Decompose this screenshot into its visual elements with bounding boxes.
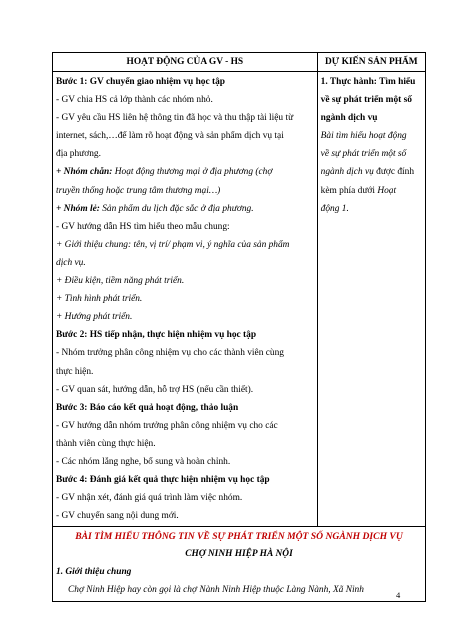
activity-line: - GV hướng dẫn HS tìm hiểu theo mẫu chung: [56,221,230,232]
intro-heading: 1. Giới thiệu chung [56,567,132,578]
product-line: Bài tìm hiểu hoạt động [320,131,407,142]
product-line: về sự phát triển một số [320,149,407,160]
activity-line [56,163,314,181]
info-section-cell [53,527,426,601]
table-header-row [53,53,426,72]
table-content-row [53,72,426,527]
product-line: ngành dịch vụ [320,113,378,124]
section-title-line-1: BÀI TÌM HIỂU THÔNG TIN VỀ SỰ PHÁT TRIỂN MỘT SỐ NGÀNH DỊCH VỤ [75,531,403,543]
activity-line: + Giới thiệu chung: tên, vị trí/ phạm vi, ý nghĩa của sản phẩm [56,239,290,250]
activity-line: - GV quan sát, hướng dẫn, hỗ trợ HS (nếu cần thiết). [56,384,254,395]
product-line-part: kèm phía dưới [320,185,378,196]
group-label: + Nhóm lẻ: [56,203,100,214]
section-title-line-2: CHỢ NINH HIỆP HÀ NỘI [185,549,293,560]
activity-line: - Các nhóm lắng nghe, bổ sung và hoàn chỉnh. [56,456,231,467]
product-line: động 1. [320,203,349,214]
activity-line: + Hướng phát triển. [56,312,133,323]
activity-line: Bước 4: Đánh giá kết quả thực hiện nhiệm vụ học tập [56,475,270,486]
header-activities: HOẠT ĐỘNG CỦA GV - HS [53,53,318,72]
activity-line: - GV chuyển sang nội dung mới. [56,511,179,522]
activity-line: - GV yêu cầu HS liên hệ thông tin đã học và thu thập tài liệu từ [56,113,294,124]
header-expected-products: DỰ KIẾN SẢN PHẨM [317,53,425,72]
activity-line: - GV chia HS cả lớp thành các nhóm nhỏ. [56,95,213,106]
activity-line: dịch vụ. [56,257,86,268]
activity-line: Bước 3: Báo cáo kết quả hoạt động, thảo luận [56,402,239,413]
activity-line [56,200,314,218]
product-line-part: được đính [376,167,415,178]
activity-line: - GV hướng dẫn nhóm trưởng phân công nhiệm vụ cho các [56,420,278,431]
activity-line: truyền thống hoặc trung tâm thương mại…) [56,185,221,196]
activity-line: Bước 1: GV chuyển giao nhiệm vụ học tập [56,77,225,87]
product-line-part: ngành dịch vụ [320,167,377,178]
product-line: 1. Thực hành: Tìm hiểu [320,77,416,87]
product-line [321,182,422,200]
activity-line: - GV nhận xét, đánh giá quá trình làm việc nhóm. [56,493,243,504]
group-label: + Nhóm chẵn: [56,167,113,178]
product-line [321,163,422,181]
activities-cell [53,72,318,527]
products-cell [317,72,425,527]
activity-line: Bước 2: HS tiếp nhận, thực hiện nhiệm vụ học tập [56,330,257,341]
activity-line: + Tình hình phát triển. [56,294,143,305]
product-line-part: Hoạt [377,185,397,196]
activity-line: - Nhóm trưởng phân công nhiệm vụ cho các thành viên cùng [56,348,284,359]
group-task: Hoạt động thương mại ở địa phương (chợ [112,167,273,178]
group-task: Sản phẩm du lịch đặc sắc ở địa phương. [99,203,254,214]
table-merged-row [53,527,426,601]
activity-line: thực hiện. [56,366,94,377]
activity-line: internet, sách,…để làm rõ hoạt động và sản phẩm dịch vụ tại [56,131,284,142]
intro-text: Chợ Ninh Hiệp hay còn gọi là chợ Nành Ninh Hiệp thuộc Làng Nành, Xã Ninh [68,585,364,596]
activity-line: thành viên cùng thực hiện. [56,438,156,449]
product-line: về sự phát triển một số [320,95,412,106]
page-number: 4 [396,590,401,600]
lesson-table [52,52,426,602]
activity-line: địa phương. [56,149,101,160]
activity-line: + Điều kiện, tiềm năng phát triển. [56,276,185,287]
